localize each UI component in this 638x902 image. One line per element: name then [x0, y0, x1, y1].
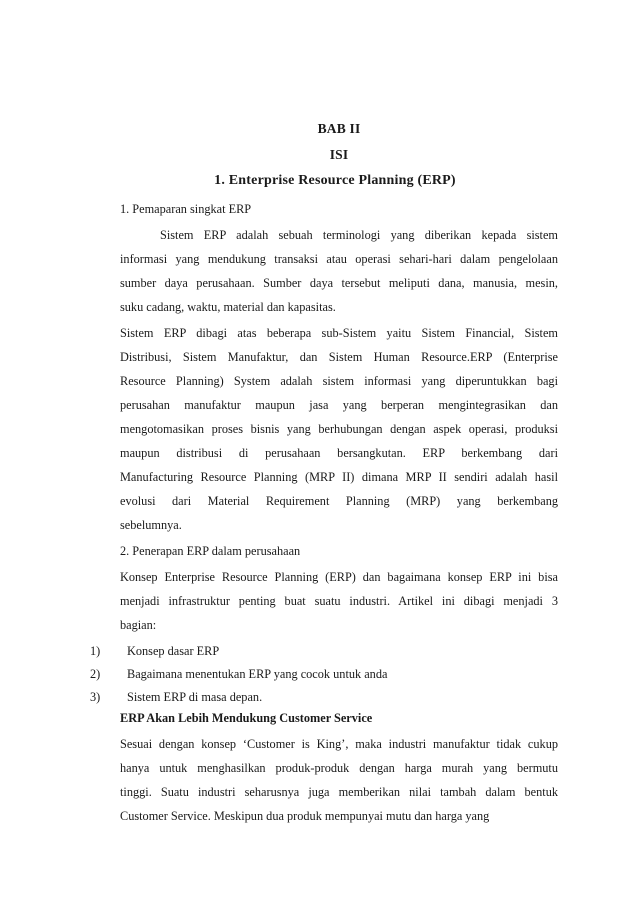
paragraph-line: hanya untuk menghasilkan produk-produk dengan harga murah yang bermutu	[120, 761, 558, 775]
paragraph-line: Sistem ERP dibagi atas beberapa sub-Sistem yaitu Sistem Financial, Sistem	[120, 326, 558, 340]
paragraph-line: Sesuai dengan konsep ‘Customer is King’, maka industri manufaktur tidak cukup	[120, 737, 558, 751]
list-number: 3)	[90, 690, 101, 704]
paragraph-line: perusahan manufaktur maupun jasa yang berperan mengintegrasikan dan	[120, 398, 558, 412]
paragraph-line: Manufacturing Resource Planning (MRP II) dimana MRP II sendiri adalah hasil	[120, 470, 558, 484]
paragraph-line: informasi yang mendukung transaksi atau operasi sehari-hari dalam pengelolaan	[120, 252, 558, 266]
subsection-heading-1: 1. Pemaparan singkat ERP	[120, 202, 252, 216]
subsection-heading-2: 2. Penerapan ERP dalam perusahaan	[120, 544, 301, 558]
chapter-subheading: ISI	[329, 147, 349, 162]
paragraph-line: tinggi. Suatu industri seharusnya juga memberikan nilai tambah dalam bentuk	[120, 785, 558, 799]
list-item: Sistem ERP di masa depan.	[127, 690, 263, 704]
paragraph-line: sebelumnya.	[120, 518, 182, 532]
paragraph-line: menjadi infrastruktur penting buat suatu industri. Artikel ini dibagi menjadi 3	[120, 594, 558, 608]
paragraph-line: evolusi dari Material Requirement Planning (MRP) yang berkembang	[120, 494, 558, 508]
paragraph-line: maupun distribusi di perusahaan bersangkutan. ERP berkembang dari	[120, 446, 558, 460]
paragraph-line: sumber daya perusahaan. Sumber daya tersebut meliputi dana, manusia, mesin,	[120, 276, 558, 290]
paragraph-line: bagian:	[120, 618, 157, 632]
paragraph-line: mengotomasikan proses bisnis yang berhubungan dengan aspek operasi, produksi	[120, 422, 558, 436]
list-item: Bagaimana menentukan ERP yang cocok untuk anda	[127, 667, 388, 681]
paragraph-line: Resource Planning) System adalah sistem informasi yang diperuntukkan bagi	[120, 374, 558, 388]
paragraph-line: suku cadang, waktu, material dan kapasitas.	[120, 300, 336, 314]
paragraph-line: Konsep Enterprise Resource Planning (ERP) dan bagaimana konsep ERP ini bisa	[120, 570, 558, 584]
paragraph-line: Distribusi, Sistem Manufaktur, dan Sistem Human Resource.ERP (Enterprise	[120, 350, 558, 364]
list-item: Konsep dasar ERP	[127, 644, 220, 658]
paragraph-line: Sistem ERP adalah sebuah terminologi yang diberikan kepada sistem	[160, 228, 558, 242]
list-number: 2)	[90, 667, 101, 681]
section-heading: 1. Enterprise Resource Planning (ERP)	[214, 173, 456, 188]
chapter-heading: BAB II	[317, 121, 361, 136]
paragraph-line: Customer Service. Meskipun dua produk mempunyai mutu dan harga yang	[120, 809, 490, 823]
list-number: 1)	[90, 644, 101, 658]
subsection-heading-3: ERP Akan Lebih Mendukung Customer Service	[120, 711, 373, 725]
